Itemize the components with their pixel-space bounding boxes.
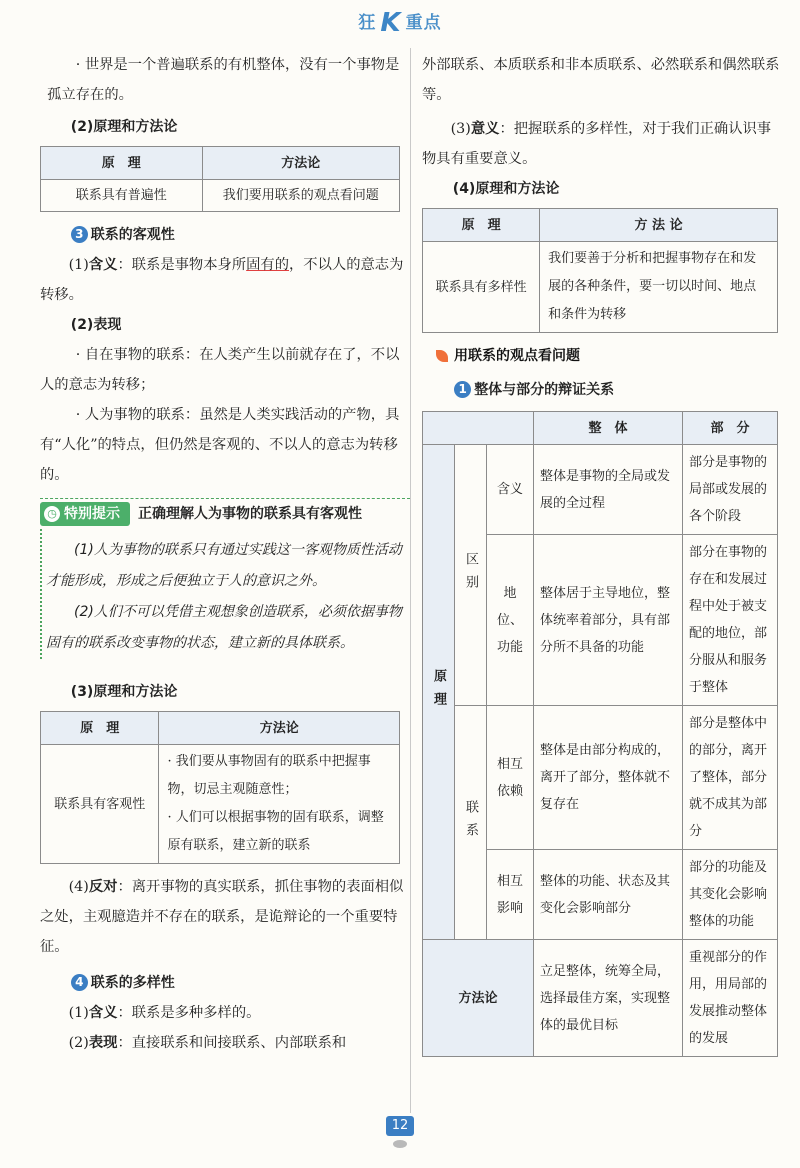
table-cell: 整体居于主导地位，整体统率着部分，具有部分所不具备的功能: [534, 535, 683, 706]
vertical-label: 原理: [431, 669, 446, 715]
vertical-label: 区别: [463, 552, 478, 598]
section-heading-4: [40, 968, 410, 998]
row-label-methodology: 方法论: [423, 940, 534, 1057]
tip-paragraph: (2)人们不可以凭借主观想象创造联系，必须依据事物固有的联系改变事物的状态，建立新的具体联系。: [46, 604, 402, 651]
table-header-method: 方法论: [202, 147, 399, 180]
clock-icon: ◷: [44, 506, 60, 522]
paragraph: [40, 250, 410, 310]
text-span: ：联系是多种多样的。: [117, 1005, 261, 1021]
topic-title: 用联系的观点看问题: [454, 348, 580, 364]
table-header-principle: 原 理: [423, 209, 540, 242]
table-header-principle: 原 理: [41, 712, 159, 745]
table-cell: 部分在事物的存在和发展过程中处于被支配的地位，部分服从和服务于整体: [683, 535, 778, 706]
header-title-right: 重点: [405, 13, 442, 33]
table-cell: 联系具有客观性: [41, 745, 159, 864]
principle-table-diversity: [422, 208, 778, 333]
tip-paragraph: (1)人为事物的联系只有通过实践这一客观物质性活动才能形成，形成之后便独立于人的意识之外。: [46, 542, 402, 589]
whole-part-table: [422, 411, 778, 1057]
topic-heading: [422, 341, 784, 371]
table-cell: 重视部分的作用，用局部的发展推动整体的发展: [683, 940, 778, 1057]
principle-table-universal: [40, 146, 400, 212]
paragraph: [40, 1028, 410, 1058]
column-divider: [410, 48, 411, 1113]
table-header-blank: [423, 412, 534, 445]
special-tip-box: [40, 498, 410, 659]
table-cell: 我们要用联系的观点看问题: [202, 180, 399, 212]
paragraph: [40, 872, 410, 962]
table-cell: 联系具有多样性: [423, 242, 540, 333]
leaf-icon: [436, 350, 448, 362]
keyword: 反对: [88, 879, 118, 895]
tip-body: [40, 529, 410, 659]
method-item: · 人们可以根据事物的固有联系，调整原有联系，建立新的联系: [167, 810, 384, 853]
table-header-part: 部 分: [683, 412, 778, 445]
subheading-3: (3)原理和方法论: [70, 684, 178, 700]
keyword: 含义: [88, 1005, 118, 1021]
text-span: ：直接联系和间接联系、内部联系和: [117, 1035, 347, 1051]
right-column: [422, 50, 784, 1057]
section-title: 整体与部分的辩证关系: [474, 382, 615, 398]
row-label: 地位、功能: [487, 535, 534, 706]
table-cell: 整体是事物的全局或发展的全过程: [534, 445, 683, 535]
header-k-logo: K: [380, 8, 402, 38]
section-heading-1: [422, 375, 784, 405]
keyword: 含义: [88, 257, 118, 273]
text-span: ：把握联系的多样性，对于我们正确认识事物具有重要意义。: [422, 121, 772, 167]
paragraph-continued: 外部联系、本质联系和非本质联系、必然联系和偶然联系等。: [422, 57, 780, 103]
table-cell: 我们要善于分析和把握事物存在和发展的各种条件，要一切以时间、地点和条件为转移: [540, 242, 778, 333]
table-cell: 联系具有普遍性: [41, 180, 203, 212]
principle-table-objective: [40, 711, 400, 864]
page-header: [0, 8, 800, 38]
table-header-method: 方法论: [159, 712, 400, 745]
section-title: 联系的多样性: [90, 975, 175, 991]
table-cell: 整体是由部分构成的，离开了部分，整体就不复存在: [534, 706, 683, 850]
table-header-whole: 整 体: [534, 412, 683, 445]
bullet-paragraph: · 人为事物的联系：虽然是人类实践活动的产物，具有“人化”的特点，但仍然是客观的、不以人的意志为转移的。: [40, 407, 400, 483]
tip-badge-label: 特别提示: [64, 506, 120, 522]
text-span: ，不以人的意志为转移。: [40, 257, 404, 303]
table-cell: 整体的功能、状态及其变化会影响部分: [534, 850, 683, 940]
section-heading-3: [40, 220, 410, 250]
header-title-left: 狂: [358, 13, 377, 33]
section-number-icon: 4: [71, 974, 88, 991]
keyword: 意义: [470, 121, 500, 137]
page-number: 12: [386, 1116, 414, 1136]
header-title: [358, 8, 442, 38]
text-span: ：联系是事物本身所: [117, 257, 247, 273]
bullet-paragraph: · 自在事物的联系：在人类产生以前就存在了，不以人的意志为转移；: [40, 347, 400, 393]
text-span: ：离开事物的真实联系，抓住事物的表面相似之处，主观臆造并不存在的联系，是诡辩论的一个重要特征。: [40, 879, 404, 955]
row-group-principle: [423, 445, 455, 940]
table-cell: 部分的功能及其变化会影响整体的功能: [683, 850, 778, 940]
table-cell: 立足整体，统筹全局，选择最佳方案，实现整体的最优目标: [534, 940, 683, 1057]
item-prefix: (4): [68, 879, 89, 895]
section-title: 联系的客观性: [90, 227, 175, 243]
table-header-method: 方 法 论: [540, 209, 778, 242]
tip-badge: [40, 502, 130, 526]
underlined-text: 固有的: [246, 257, 290, 273]
left-column: [40, 50, 410, 1058]
subheading-2: (2)原理和方法论: [70, 119, 178, 135]
tip-title: 正确理解人为事物的联系具有客观性: [138, 506, 362, 522]
table-cell: 部分是事物的局部或发展的各个阶段: [683, 445, 778, 535]
subheading-4: (4)原理和方法论: [452, 181, 560, 197]
table-cell-method: [159, 745, 400, 864]
tip-header: [40, 499, 410, 529]
section-number-icon: 3: [71, 226, 88, 243]
item-prefix: (1): [68, 1005, 89, 1021]
row-label: 相互影响: [487, 850, 534, 940]
section-number-icon: 1: [454, 381, 471, 398]
item-prefix: (2): [68, 1035, 89, 1051]
paragraph: [422, 114, 784, 174]
paragraph: [40, 998, 410, 1028]
bullet-paragraph: · 世界是一个普遍联系的有机整体，没有一个事物是孤立存在的。: [47, 57, 400, 103]
method-item: · 我们要从事物固有的联系中把握事物，切忌主观随意性；: [167, 754, 371, 797]
row-label: 相互依赖: [487, 706, 534, 850]
keyword: 表现: [88, 1035, 118, 1051]
vertical-label: 联系: [463, 799, 478, 846]
item-prefix: (1): [68, 257, 89, 273]
table-cell: 部分是整体中的部分，离开了整体，部分就不成其为部分: [683, 706, 778, 850]
row-label: 含义: [487, 445, 534, 535]
row-group-difference: [455, 445, 487, 706]
item-prefix: (3): [450, 121, 471, 137]
table-header-principle: 原 理: [41, 147, 203, 180]
subheading: (2)表现: [70, 317, 122, 333]
row-group-connection: [455, 706, 487, 940]
footer-bird-icon: [393, 1140, 407, 1148]
